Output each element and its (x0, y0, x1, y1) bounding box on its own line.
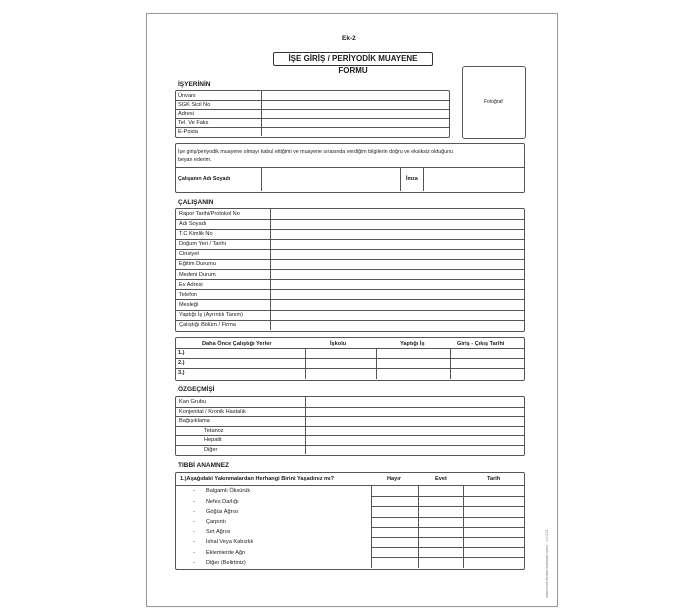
previous-job-row-number: 1.) (178, 350, 185, 356)
anamnesis-item-label: İshal Veya Kabızlık (206, 539, 254, 546)
employer-field-input[interactable] (262, 100, 447, 109)
prev-header-places: Daha Önce Çalıştığı Yerler (202, 341, 272, 347)
anamnesis-no-cell[interactable] (372, 557, 417, 567)
anamnesis-item-label: Balgamlı Öksürük (206, 488, 251, 495)
vaccine-label: Tetanoz (204, 427, 224, 434)
employee-field-label: Telefon (179, 291, 198, 298)
previous-job-row[interactable] (195, 349, 523, 359)
employee-field-label: Adı Soyadı (179, 221, 207, 228)
employee-field-label: Yaptığı İş (Ayrıntılı Tanım) (179, 311, 244, 318)
employee-field-input[interactable] (271, 209, 523, 219)
anamnesis-item-dash: - (193, 508, 195, 515)
employee-heading: ÇALIŞANIN (178, 199, 214, 206)
history-field-input[interactable] (306, 426, 523, 436)
employer-field-label: Adresi (178, 111, 194, 117)
previous-job-row[interactable] (195, 369, 523, 379)
employee-field-input[interactable] (271, 299, 523, 309)
employee-field-label: Eğitim Durumu (179, 261, 216, 268)
employer-field-label: E-Posta (178, 129, 198, 135)
history-field-input[interactable] (306, 416, 523, 426)
anamnesis-col-date: Tarih (487, 476, 501, 482)
employee-field-input[interactable] (271, 320, 523, 330)
anamnesis-heading: TIBBİ ANAMNEZ (178, 462, 230, 469)
history-field-label: Konjenital / Kronik Hastalık (179, 408, 246, 415)
employer-field-input[interactable] (262, 91, 447, 100)
employee-field-input[interactable] (271, 259, 523, 269)
anamnesis-date-cell[interactable] (464, 527, 523, 537)
anamnesis-no-cell[interactable] (372, 527, 417, 537)
anamnesis-item-label: Sırt Ağrısı (206, 529, 231, 536)
history-field-input[interactable] (306, 435, 523, 445)
anamnesis-no-cell[interactable] (372, 547, 417, 557)
anamnesis-date-cell[interactable] (464, 557, 523, 567)
anamnesis-date-cell[interactable] (464, 486, 523, 496)
employee-field-input[interactable] (271, 279, 523, 289)
anamnesis-no-cell[interactable] (372, 506, 417, 516)
employer-field-input[interactable] (262, 127, 447, 136)
history-field-label: Kan Grubu (179, 399, 207, 405)
anamnesis-yes-cell[interactable] (419, 506, 462, 516)
previous-job-row-number: 2.) (178, 360, 185, 366)
anamnesis-col-no: Hayır (387, 476, 401, 482)
employer-field-input[interactable] (262, 118, 447, 127)
employer-field-label: Ünvanı (178, 93, 196, 99)
anamnesis-item-label: Göğüs Ağrısı (206, 508, 239, 515)
prev-header-sector: İşkolu (330, 341, 347, 347)
employee-field-label: Çalıştığı Bölüm / Firma (179, 321, 236, 328)
history-field-input[interactable] (306, 445, 523, 455)
anamnesis-yes-cell[interactable] (419, 527, 462, 537)
employee-field-label: Rapor Tarihi/Protokol No (179, 211, 240, 218)
anamnesis-no-cell[interactable] (372, 496, 417, 506)
previous-job-row[interactable] (195, 359, 523, 369)
consent-name-label: Çalışanın Adı Soyadı (178, 176, 231, 182)
vaccine-label: Diğer (204, 446, 218, 453)
anamnesis-item-label: Diğer (Belirtiniz) (206, 559, 246, 566)
anamnesis-item-dash: - (193, 518, 195, 525)
employee-field-input[interactable] (271, 310, 523, 320)
employee-field-label: Doğum Yeri / Tarihi (179, 241, 226, 248)
employee-field-label: T.C Kimlik No (179, 231, 213, 238)
anamnesis-yes-cell[interactable] (419, 557, 462, 567)
prev-header-job: Yaptığı İş (400, 341, 425, 347)
anamnesis-item-dash: - (193, 549, 195, 556)
anamnesis-item-dash: - (193, 539, 195, 546)
anamnesis-date-cell[interactable] (464, 496, 523, 506)
previous-job-row-number: 3.) (178, 370, 185, 376)
anamnesis-item-label: Çarpıntı (206, 518, 226, 525)
prev-header-dates: Giriş - Çıkış Tarihi (457, 341, 505, 347)
anamnesis-no-cell[interactable] (372, 517, 417, 527)
employee-field-input[interactable] (271, 249, 523, 259)
employee-field-label: Ev Adresi (179, 281, 203, 288)
anamnesis-date-cell[interactable] (464, 547, 523, 557)
anamnesis-no-cell[interactable] (372, 486, 417, 496)
history-field-label: Bağışıklama (179, 418, 210, 424)
anamnesis-item-dash: - (193, 529, 195, 536)
anamnesis-date-cell[interactable] (464, 517, 523, 527)
anamnesis-item-dash: - (193, 559, 195, 566)
history-field-input[interactable] (306, 407, 523, 417)
anamnesis-yes-cell[interactable] (419, 486, 462, 496)
employee-field-label: Mesleği (179, 301, 199, 308)
anamnesis-no-cell[interactable] (372, 537, 417, 547)
anamnesis-item-label: Nefes Darlığı (206, 498, 239, 505)
consent-text-2: beyan ederim. (178, 157, 212, 163)
consent-signature-label: İmza (406, 176, 418, 182)
employee-field-input[interactable] (271, 289, 523, 299)
employer-field-label: Tel. Ve Faks (178, 120, 209, 126)
consent-name-field[interactable] (262, 168, 399, 190)
vaccine-label: Hepatit (204, 437, 222, 443)
anamnesis-yes-cell[interactable] (419, 496, 462, 506)
consent-signature-field[interactable] (424, 168, 523, 190)
employee-field-input[interactable] (271, 239, 523, 249)
history-heading: ÖZGEÇMİŞİ (178, 386, 215, 393)
employee-field-input[interactable] (271, 219, 523, 229)
employer-field-label: SGK Sicil No (178, 102, 211, 108)
history-field-input[interactable] (306, 397, 523, 407)
anamnesis-question: 1.)Aşağıdaki Yakınmalardan Herhangi Birini Yaşadınız mı? (180, 476, 334, 482)
employer-field-input[interactable] (262, 109, 447, 118)
employee-field-input[interactable] (271, 269, 523, 279)
employee-field-label: Medeni Durum (179, 271, 216, 278)
anamnesis-item-dash: - (193, 488, 195, 495)
anamnesis-item-label: Eklemlerde Ağrı (206, 549, 246, 556)
anamnesis-yes-cell[interactable] (419, 547, 462, 557)
employer-heading: İŞYERİNİN (178, 81, 211, 88)
anamnesis-yes-cell[interactable] (419, 537, 462, 547)
photo-label: Fotoğraf (484, 99, 503, 105)
form-title: İŞE GİRİŞ / PERİYODİK MUAYENE FORMU (273, 52, 433, 66)
anamnesis-yes-cell[interactable] (419, 517, 462, 527)
anamnesis-item-dash: - (193, 498, 195, 505)
employee-field-input[interactable] (271, 229, 523, 239)
employee-field-label: Cinsiyet (179, 251, 199, 258)
consent-text-1: İşe giriş/periyodik muayene olmayı kabul ettiğimi ve muayene sırasında verdiğim bilgilerin doğru ve eksiksiz olduğunu (178, 149, 453, 155)
form-code: Ek-2 (342, 35, 356, 42)
anamnesis-date-cell[interactable] (464, 537, 523, 547)
printer-side-text: www.ornek-formlar-matbaasi.com.tr · 0-0-212 (545, 529, 549, 598)
anamnesis-col-yes: Evet (435, 476, 447, 482)
anamnesis-date-cell[interactable] (464, 506, 523, 516)
